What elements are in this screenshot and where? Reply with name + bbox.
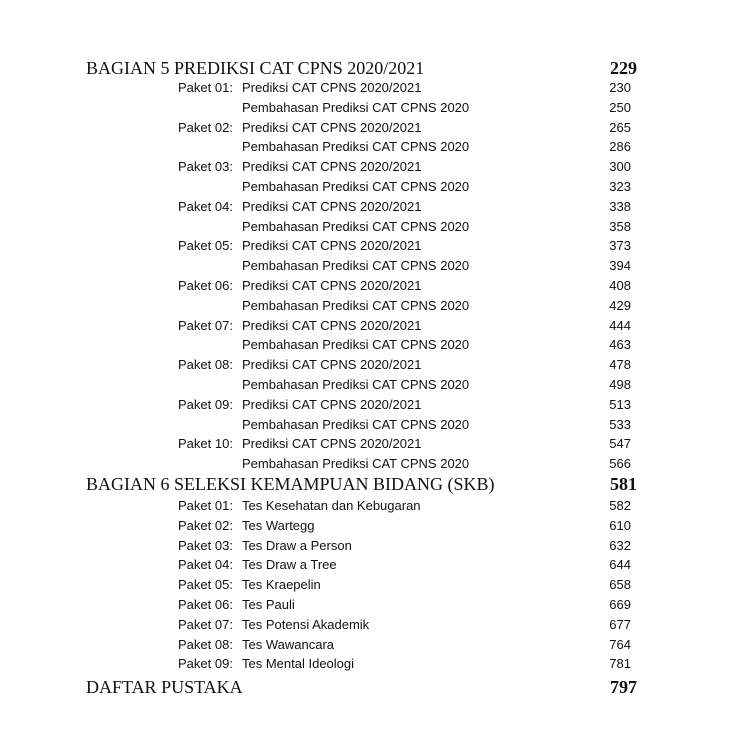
entry-paket-label: Paket 05: bbox=[178, 238, 233, 254]
entry-title: Prediksi CAT CPNS 2020/2021 bbox=[242, 396, 422, 412]
entry-page-number: 677 bbox=[609, 616, 631, 632]
entry-title: Prediksi CAT CPNS 2020/2021 bbox=[242, 317, 422, 333]
entry-page-number: 533 bbox=[609, 416, 631, 432]
toc-entry bbox=[0, 496, 747, 516]
entry-page-number: 358 bbox=[609, 218, 631, 234]
entry-paket-label: Paket 02: bbox=[178, 119, 233, 135]
entry-page-number: 250 bbox=[609, 99, 631, 115]
toc-entry bbox=[0, 575, 747, 595]
entry-page-number: 444 bbox=[609, 317, 631, 333]
toc-entry bbox=[0, 434, 747, 454]
entry-title: Tes Kesehatan dan Kebugaran bbox=[242, 498, 421, 513]
section-heading bbox=[0, 675, 747, 699]
entry-title: Pembahasan Prediksi CAT CPNS 2020 bbox=[242, 179, 470, 194]
entry-paket-label: Paket 05: bbox=[178, 577, 233, 593]
section-page-number: 797 bbox=[610, 677, 637, 697]
entry-page-number: 323 bbox=[609, 179, 631, 194]
toc-entry bbox=[0, 536, 747, 556]
toc-entry bbox=[0, 197, 747, 217]
entry-page-number: 644 bbox=[609, 557, 631, 573]
section-title: DAFTAR PUSTAKA bbox=[86, 677, 243, 697]
entry-title: Pembahasan Prediksi CAT CPNS 2020 bbox=[242, 218, 470, 234]
entry-paket-label: Paket 08: bbox=[178, 357, 233, 373]
entry-title: Prediksi CAT CPNS 2020/2021 bbox=[242, 198, 422, 214]
toc-entry bbox=[0, 78, 747, 98]
entry-paket-label: Paket 04: bbox=[178, 557, 233, 573]
entry-page-number: 286 bbox=[609, 139, 631, 155]
entry-page-number: 582 bbox=[609, 498, 631, 513]
entry-title: Pembahasan Prediksi CAT CPNS 2020 bbox=[242, 416, 470, 432]
entry-title: Tes Draw a Tree bbox=[242, 557, 337, 573]
entry-title: Prediksi CAT CPNS 2020/2021 bbox=[242, 80, 422, 95]
toc-entry bbox=[0, 335, 747, 355]
toc-entry bbox=[0, 615, 747, 635]
toc-entry bbox=[0, 415, 747, 435]
entry-paket-label: Paket 01: bbox=[178, 498, 233, 513]
entry-title: Prediksi CAT CPNS 2020/2021 bbox=[242, 159, 422, 175]
entry-title: Tes Pauli bbox=[242, 597, 295, 612]
entry-title: Pembahasan Prediksi CAT CPNS 2020 bbox=[242, 258, 470, 274]
entry-page-number: 478 bbox=[609, 357, 631, 373]
toc-entry bbox=[0, 236, 747, 256]
entry-paket-label: Paket 09: bbox=[178, 396, 233, 412]
entry-title: Prediksi CAT CPNS 2020/2021 bbox=[242, 436, 422, 452]
entry-title: Pembahasan Prediksi CAT CPNS 2020 bbox=[242, 139, 470, 155]
toc-entry bbox=[0, 157, 747, 177]
toc-entry bbox=[0, 395, 747, 415]
entry-page-number: 513 bbox=[609, 396, 631, 412]
entry-title: Pembahasan Prediksi CAT CPNS 2020 bbox=[242, 337, 470, 353]
entry-title: Pembahasan Prediksi CAT CPNS 2020 bbox=[242, 456, 470, 472]
entry-title: Pembahasan Prediksi CAT CPNS 2020 bbox=[242, 377, 470, 392]
section-heading bbox=[0, 56, 747, 80]
entry-page-number: 463 bbox=[609, 337, 631, 353]
entry-page-number: 408 bbox=[609, 278, 631, 293]
section-page-number: 229 bbox=[610, 58, 637, 78]
entry-title: Tes Potensi Akademik bbox=[242, 616, 370, 632]
entry-paket-label: Paket 06: bbox=[178, 597, 233, 612]
entry-page-number: 547 bbox=[609, 436, 631, 452]
entry-title: Tes Mental Ideologi bbox=[242, 656, 355, 672]
entry-title: Pembahasan Prediksi CAT CPNS 2020 bbox=[242, 297, 470, 313]
entry-page-number: 632 bbox=[609, 537, 631, 553]
toc-entry bbox=[0, 375, 747, 395]
section-title: BAGIAN 6 SELEKSI KEMAMPUAN BIDANG (SKB) bbox=[86, 474, 495, 494]
entry-paket-label: Paket 10: bbox=[178, 436, 233, 452]
entry-page-number: 669 bbox=[609, 597, 631, 612]
entry-title: Pembahasan Prediksi CAT CPNS 2020 bbox=[242, 99, 470, 115]
section-page-number: 581 bbox=[610, 474, 637, 494]
entry-paket-label: Paket 03: bbox=[178, 159, 233, 175]
entry-page-number: 265 bbox=[609, 119, 631, 135]
entry-page-number: 566 bbox=[609, 456, 631, 472]
entry-title: Tes Draw a Person bbox=[242, 537, 352, 553]
entry-page-number: 300 bbox=[609, 159, 631, 175]
entry-page-number: 610 bbox=[609, 517, 631, 533]
entry-page-number: 338 bbox=[609, 198, 631, 214]
toc-entry bbox=[0, 118, 747, 138]
entry-paket-label: Paket 09: bbox=[178, 656, 233, 672]
entry-title: Prediksi CAT CPNS 2020/2021 bbox=[242, 357, 422, 373]
entry-page-number: 764 bbox=[609, 636, 631, 652]
toc-entry bbox=[0, 595, 747, 615]
entry-paket-label: Paket 08: bbox=[178, 636, 233, 652]
toc-entry bbox=[0, 355, 747, 375]
section-title: BAGIAN 5 PREDIKSI CAT CPNS 2020/2021 bbox=[86, 58, 425, 78]
entry-page-number: 658 bbox=[609, 577, 631, 593]
entry-paket-label: Paket 04: bbox=[178, 198, 233, 214]
entry-paket-label: Paket 07: bbox=[178, 616, 233, 632]
toc-entry bbox=[0, 516, 747, 536]
toc-entry bbox=[0, 654, 747, 674]
entry-title: Tes Wartegg bbox=[242, 517, 315, 533]
toc-entry bbox=[0, 217, 747, 237]
toc-entry bbox=[0, 256, 747, 276]
entry-paket-label: Paket 01: bbox=[178, 80, 233, 95]
toc-entry bbox=[0, 276, 747, 296]
toc-entry bbox=[0, 555, 747, 575]
entry-title: Prediksi CAT CPNS 2020/2021 bbox=[242, 238, 422, 254]
entry-page-number: 498 bbox=[609, 377, 631, 392]
entry-page-number: 373 bbox=[609, 238, 631, 254]
entry-title: Tes Wawancara bbox=[242, 636, 334, 652]
entry-title: Prediksi CAT CPNS 2020/2021 bbox=[242, 119, 422, 135]
toc-entry bbox=[0, 635, 747, 655]
entry-page-number: 429 bbox=[609, 297, 631, 313]
entry-page-number: 781 bbox=[609, 656, 631, 672]
toc-entry bbox=[0, 98, 747, 118]
toc-entry bbox=[0, 296, 747, 316]
entry-paket-label: Paket 06: bbox=[178, 278, 233, 293]
entry-paket-label: Paket 07: bbox=[178, 317, 233, 333]
section-heading bbox=[0, 472, 747, 496]
entry-page-number: 394 bbox=[609, 258, 631, 274]
entry-title: Prediksi CAT CPNS 2020/2021 bbox=[242, 278, 422, 293]
toc-entry bbox=[0, 137, 747, 157]
entry-paket-label: Paket 03: bbox=[178, 537, 233, 553]
entry-title: Tes Kraepelin bbox=[242, 577, 321, 593]
entry-page-number: 230 bbox=[609, 80, 631, 95]
toc-entry bbox=[0, 316, 747, 336]
entry-paket-label: Paket 02: bbox=[178, 517, 233, 533]
toc-entry bbox=[0, 177, 747, 197]
